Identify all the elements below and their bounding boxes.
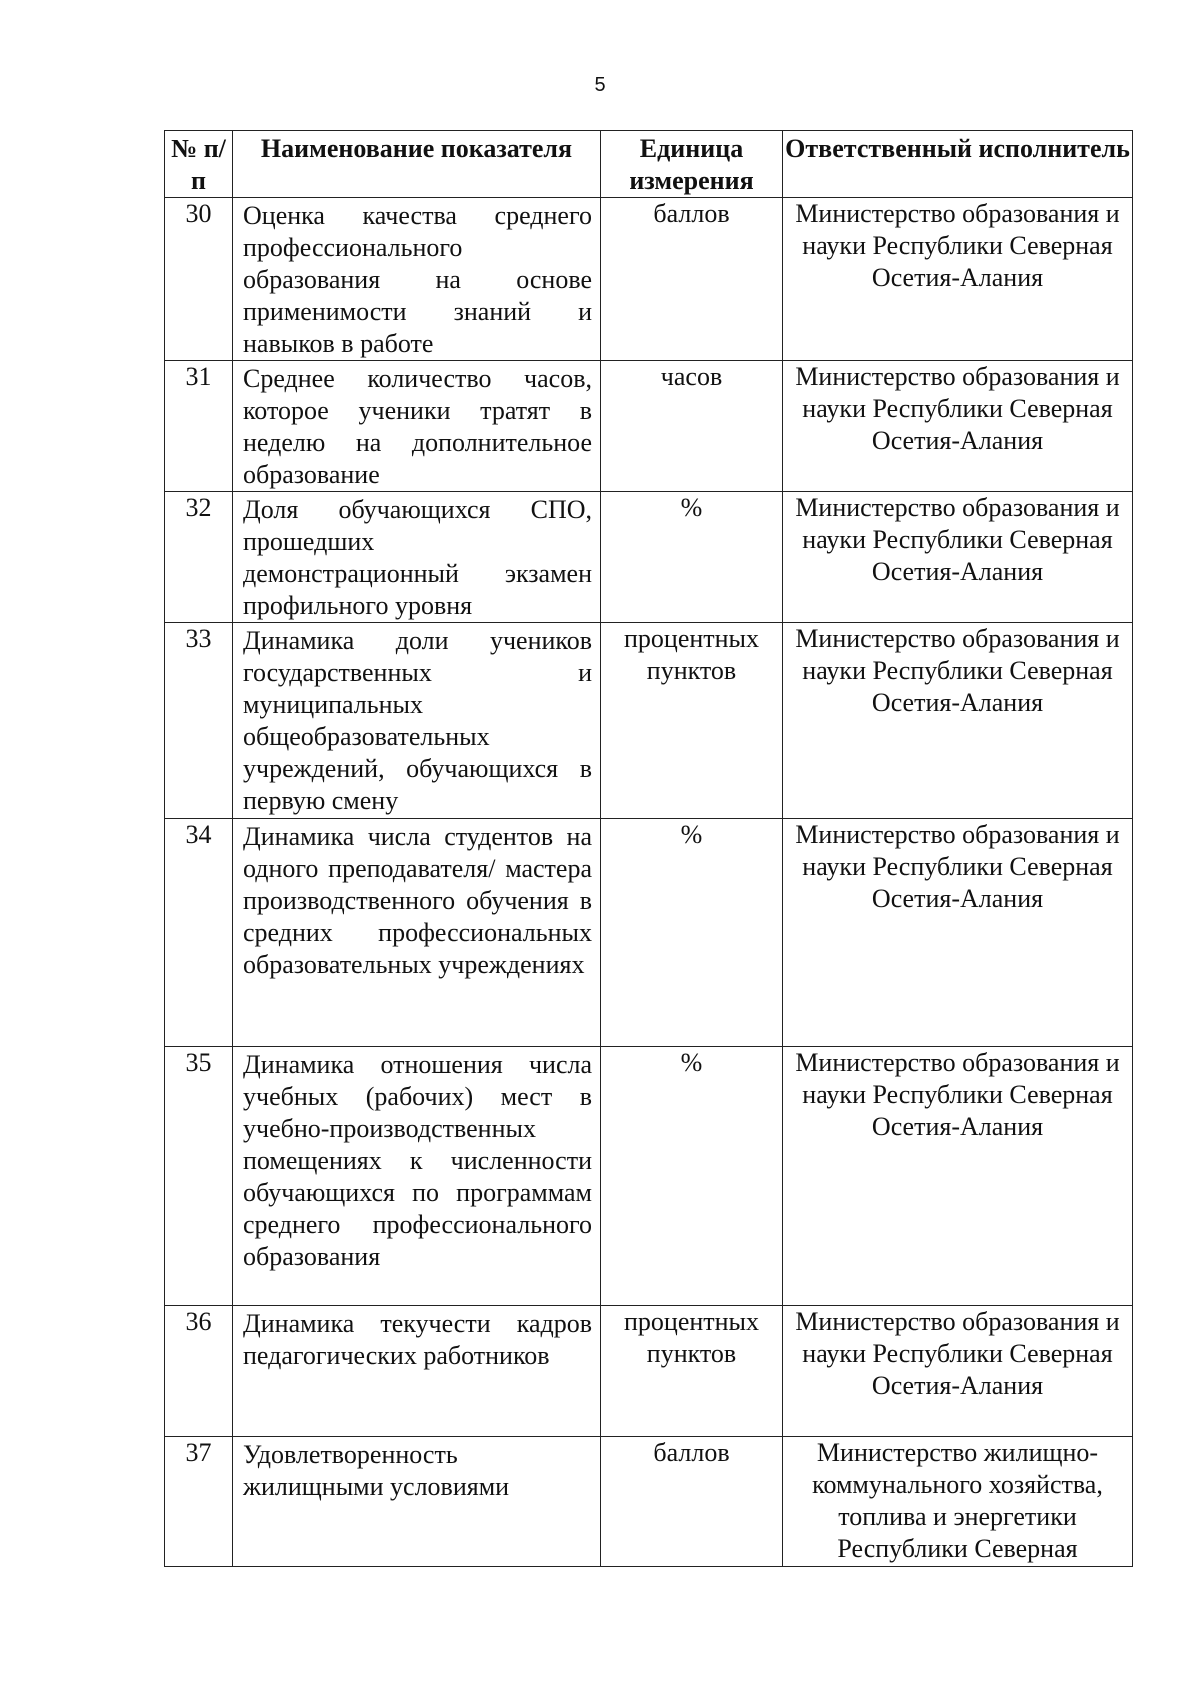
row-number: 37 (165, 1437, 233, 1567)
header-number: № п/п (165, 131, 233, 198)
unit-of-measure: процентных пунктов (601, 623, 783, 819)
row-number: 36 (165, 1306, 233, 1437)
unit-of-measure: баллов (601, 198, 783, 361)
row-number: 34 (165, 819, 233, 1047)
row-number: 35 (165, 1047, 233, 1306)
unit-of-measure: % (601, 492, 783, 623)
table-row (165, 1047, 1133, 1306)
unit-of-measure: часов (601, 361, 783, 492)
indicator-name: Динамика отношения числа учебных (рабочих) мест в учебно-производственных помещениях к численности обучающихся по программам среднего профессионального образования (233, 1047, 601, 1306)
table-row (165, 623, 1133, 819)
table-row (165, 492, 1133, 623)
responsible-executor: Министерство образования и науки Республики Северная Осетия-Алания (783, 361, 1133, 492)
row-number: 33 (165, 623, 233, 819)
row-number: 32 (165, 492, 233, 623)
unit-of-measure: процентных пунктов (601, 1306, 783, 1437)
unit-of-measure: % (601, 1047, 783, 1306)
page-number: 5 (594, 74, 606, 96)
responsible-executor: Министерство жилищно-коммунального хозяйства, топлива и энергетики Республики Северная (783, 1437, 1133, 1567)
indicator-name: Оценка качества среднего профессионального образования на основе применимости знаний и навыков в работе (233, 198, 601, 361)
indicator-name: Динамика текучести кадров педагогических работников (233, 1306, 601, 1437)
indicators-table (164, 130, 1133, 1567)
table-header-row (165, 131, 1133, 198)
unit-of-measure: баллов (601, 1437, 783, 1567)
header-unit: Единица измерения (601, 131, 783, 198)
indicator-name: Доля обучающихся СПО, прошедших демонстрационный экзамен профильного уровня (233, 492, 601, 623)
table-row (165, 819, 1133, 1047)
unit-of-measure: % (601, 819, 783, 1047)
header-responsible: Ответственный исполнитель (783, 131, 1133, 198)
row-number: 30 (165, 198, 233, 361)
responsible-executor: Министерство образования и науки Республики Северная Осетия-Алания (783, 198, 1133, 361)
table-row (165, 1437, 1133, 1567)
responsible-executor: Министерство образования и науки Республики Северная Осетия-Алания (783, 623, 1133, 819)
responsible-executor: Министерство образования и науки Республики Северная Осетия-Алания (783, 819, 1133, 1047)
header-indicator-name: Наименование показателя (233, 131, 601, 198)
table-row (165, 1306, 1133, 1437)
table-row (165, 198, 1133, 361)
responsible-executor: Министерство образования и науки Республики Северная Осетия-Алания (783, 1047, 1133, 1306)
indicator-name: Удовлетворенность жилищными условиями (233, 1437, 601, 1567)
indicator-name: Динамика числа студентов на одного преподавателя/ мастера производственного обучения в средних профессиональных образовательных учреждениях (233, 819, 601, 1047)
indicator-name: Среднее количество часов, которое ученики тратят в неделю на дополнительное образование (233, 361, 601, 492)
responsible-executor: Министерство образования и науки Республики Северная Осетия-Алания (783, 1306, 1133, 1437)
table-row (165, 361, 1133, 492)
row-number: 31 (165, 361, 233, 492)
indicator-name: Динамика доли учеников государственных и муниципальных общеобразовательных учреждений, обучающихся в первую смену (233, 623, 601, 819)
responsible-executor: Министерство образования и науки Республики Северная Осетия-Алания (783, 492, 1133, 623)
